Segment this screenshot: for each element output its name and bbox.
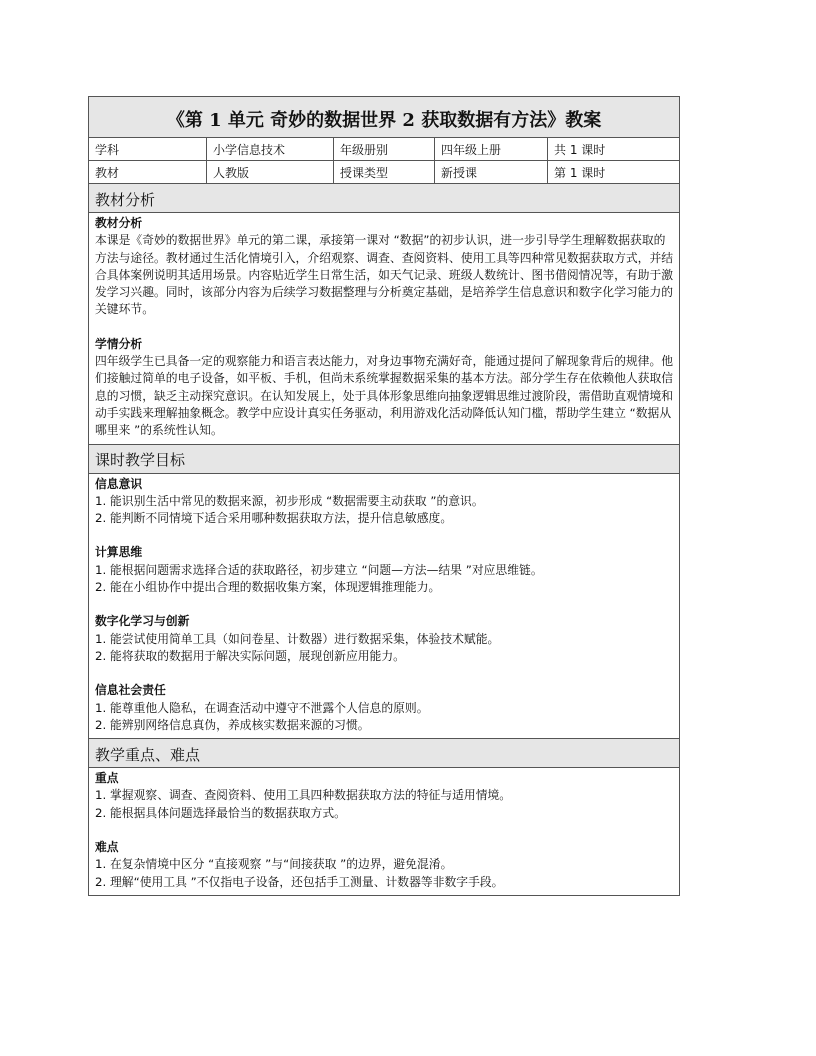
list-item: 2. 理解“使用工具 ”不仅指电子设备，还包括手工测量、计数器等非数字手段。 bbox=[95, 874, 504, 889]
textbook-label: 教材 bbox=[89, 161, 207, 184]
subsection-title: 教材分析 bbox=[95, 216, 143, 230]
section-heading-textbook-analysis: 教材分析 bbox=[89, 184, 680, 213]
list-item: 1. 掌握观察、调查、查阅资料、使用工具四种数据获取方法的特征与适用情境。 bbox=[95, 788, 512, 803]
objective-list bbox=[95, 631, 673, 666]
subsection-title: 信息社会责任 bbox=[95, 683, 166, 698]
subsection-title: 信息意识 bbox=[95, 476, 143, 491]
lesson-plan-document bbox=[88, 96, 679, 896]
grade-label: 年级册别 bbox=[334, 138, 435, 161]
objective-block bbox=[95, 476, 673, 528]
objective-list bbox=[95, 700, 673, 735]
textbook-value: 人教版 bbox=[207, 161, 334, 184]
subsection-title: 计算思维 bbox=[95, 545, 143, 560]
grade-value: 四年级上册 bbox=[435, 138, 548, 161]
subsection-title: 难点 bbox=[95, 840, 119, 855]
objective-list bbox=[95, 562, 673, 597]
section-heading-objectives: 课时教学目标 bbox=[89, 444, 680, 473]
section-body-textbook-analysis bbox=[89, 213, 680, 445]
section-heading-row bbox=[89, 739, 680, 768]
list-item: 1. 能识别生活中常见的数据来源，初步形成 “数据需要主动获取 ”的意识。 bbox=[95, 493, 484, 508]
current-period: 第 1 课时 bbox=[548, 161, 680, 184]
list-item: 1. 能根据问题需求选择合适的获取路径，初步建立 “问题—方法—结果 ”对应思维链。 bbox=[95, 562, 543, 577]
section-body-row bbox=[89, 473, 680, 739]
objective-block bbox=[95, 613, 673, 665]
list-item: 1. 在复杂情境中区分 “直接观察 ”与“间接获取 ”的边界，避免混淆。 bbox=[95, 857, 453, 872]
lesson-type-label: 授课类型 bbox=[334, 161, 435, 184]
section-body-row bbox=[89, 768, 680, 896]
info-row-1 bbox=[89, 138, 680, 161]
key-points-block bbox=[95, 770, 673, 822]
section-body-row bbox=[89, 213, 680, 445]
list-item: 2. 能在小组协作中提出合理的数据收集方案，体现逻辑推理能力。 bbox=[95, 580, 441, 595]
difficulties-list bbox=[95, 856, 673, 891]
objective-list bbox=[95, 493, 673, 528]
title-row bbox=[89, 97, 680, 138]
paragraph: 四年级学生已具备一定的观察能力和语言表达能力，对身边事物充满好奇，能通过提问了解现象背后的规律。他们接触过简单的电子设备，如平板、手机，但尚未系统掌握数据采集的基本方法。部分学生存在依赖他人获取信息的习惯，缺乏主动探究意识。在认知发展上，处于具体形象思维向抽象逻辑思维过渡阶段，需借助直观情境和动手实践来理解抽象概念。教学中应设计真实任务驱动，利用游戏化活动降低认知门槛，帮助学生建立 “数据从哪里来 ”的系统性认知。 bbox=[95, 354, 674, 438]
analysis-block bbox=[95, 336, 673, 440]
section-heading-key-points: 教学重点、难点 bbox=[89, 739, 680, 768]
section-body-key-points bbox=[89, 768, 680, 896]
difficulties-block bbox=[95, 839, 673, 891]
document-title: 《第 1 单元 奇妙的数据世界 2 获取数据有方法》教案 bbox=[89, 97, 680, 138]
subject-label: 学科 bbox=[89, 138, 207, 161]
analysis-block bbox=[95, 215, 673, 319]
info-row-2 bbox=[89, 161, 680, 184]
paragraph: 本课是《奇妙的数据世界》单元的第二课，承接第一课对 “数据”的初步认识，进一步引导学生理解数据获取的方法与途径。教材通过生活化情境引入，介绍观察、调查、查阅资料、使用工具等四种常见数据获取方式，并结合具体案例说明其适用场景。内容贴近学生日常生活，如天气记录、班级人数统计、图书借阅情况等，有助于激发学习兴趣。同时，该部分内容为后续学习数据整理与分析奠定基础，是培养学生信息意识和数字化学习能力的关键环节。 bbox=[95, 233, 674, 317]
objective-block bbox=[95, 682, 673, 734]
list-item: 2. 能辨别网络信息真伪，养成核实数据来源的习惯。 bbox=[95, 717, 370, 732]
list-item: 1. 能尊重他人隐私，在调查活动中遵守不泄露个人信息的原则。 bbox=[95, 700, 429, 715]
subject-value: 小学信息技术 bbox=[207, 138, 334, 161]
list-item: 2. 能将获取的数据用于解决实际问题，展现创新应用能力。 bbox=[95, 648, 405, 663]
objective-block bbox=[95, 544, 673, 596]
section-heading-row bbox=[89, 184, 680, 213]
subsection-title: 学情分析 bbox=[95, 336, 143, 351]
lesson-type-value: 新授课 bbox=[435, 161, 548, 184]
total-periods: 共 1 课时 bbox=[548, 138, 680, 161]
list-item: 2. 能根据具体问题选择最恰当的数据获取方式。 bbox=[95, 805, 346, 820]
key-points-list bbox=[95, 787, 673, 822]
subsection-title: 重点 bbox=[95, 771, 119, 786]
section-heading-row bbox=[89, 444, 680, 473]
list-item: 2. 能判断不同情境下适合采用哪种数据获取方法，提升信息敏感度。 bbox=[95, 511, 453, 526]
lesson-plan-table bbox=[88, 96, 680, 896]
section-body-objectives bbox=[89, 473, 680, 739]
subsection-title: 数字化学习与创新 bbox=[95, 614, 190, 629]
list-item: 1. 能尝试使用简单工具（如问卷星、计数器）进行数据采集，体验技术赋能。 bbox=[95, 631, 500, 646]
